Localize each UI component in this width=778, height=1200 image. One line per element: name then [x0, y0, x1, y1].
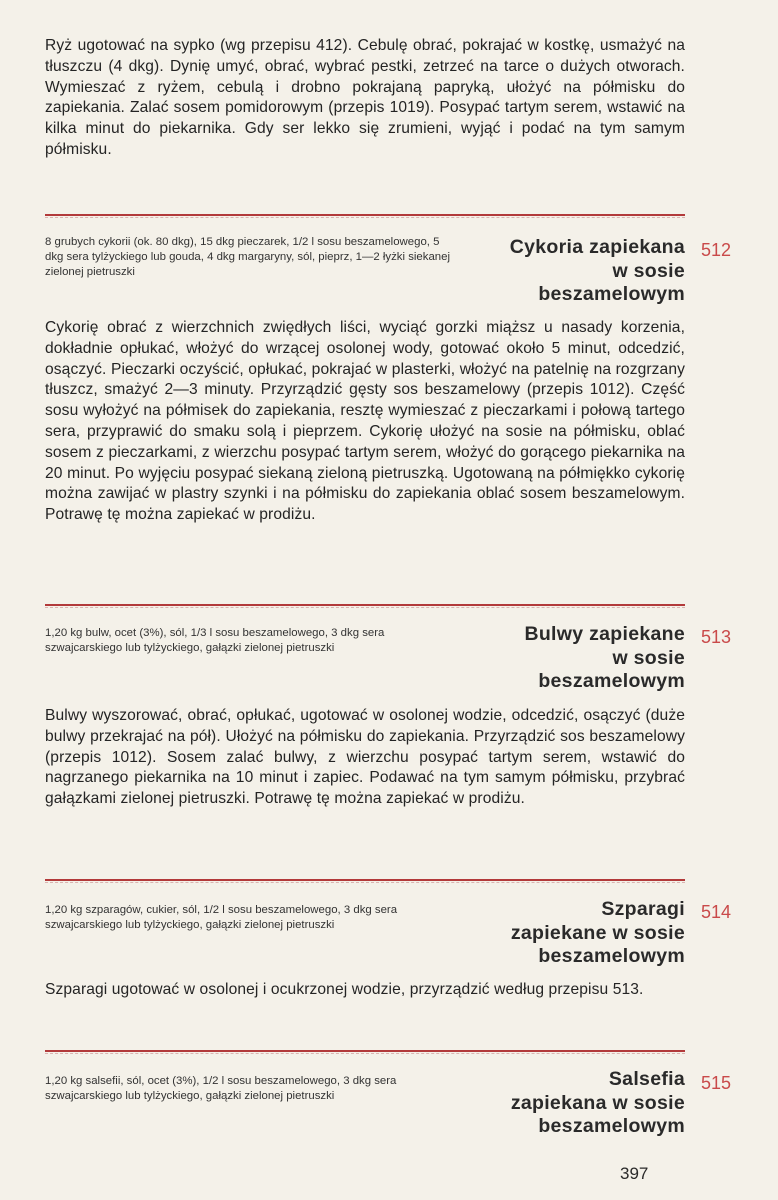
title-line: Bulwy zapiekane	[524, 623, 685, 645]
ingredients-514: 1,20 kg szparagów, cukier, sól, 1/2 l sosu beszamelowego, 3 dkg sera szwajcarskiego lub tylżyckiego, gałązki zielonej pietruszki	[45, 904, 398, 931]
recipe-title-515	[440, 1068, 685, 1139]
recipe-title-512	[440, 236, 685, 307]
title-line: Szparagi	[601, 898, 685, 920]
intro-paragraph: Ryż ugotować na sypko (wg przepisu 412). Cebulę obrać, pokrajać w kostkę, usmażyć na tłuszczu (4 dkg). Dynię umyć, obrać, wybrać pestki, zetrzeć na tarce o dużych otworach. Wymieszać z ryżem, cebulą i drobno pokrajaną papryką, ułożyć na półmisku do zapiekania. Zalać sosem pomidorowym (przepis 1019). Posypać tartym serem, wstawić na kilka minut do piekarnika. Gdy ser lekko się zrumieni, wyjąć i podać na tym samym półmisku.	[45, 37, 685, 158]
recipe-text-512: Cykorię obrać z wierzchnich zwiędłych liści, wyciąć gorzki miąższ u nasady korzenia, dokładnie opłukać, włożyć do wrzącej osolonej wody, gotować około 5 minut, odcedzić, osączyć. Pieczarki oczyścić, opłukać, pokrajać w plasterki, włożyć na patelnię na rozgrzany tłuszcz, smażyć 2—3 minuty. Przyrządzić gęsty sos beszamelowy (przepis 1012). Część sosu wyłożyć na półmisek do zapiekania, resztę wymieszać z pieczarkami i połową tartego sera, przyprawić do smaku solą i pieprzem. Cykorię ułożyć na sosie na półmisku, oblać sosem z pieczarkami, z wierzchu posypać tartym serem, włożyć do gorącego piekarnika na 20 minut. Po wyjęciu posypać siekaną zieloną pietruszką. Ugotowaną na półmiękko cykorię można zawijać w plastry szynki i na półmisku do zapiekania oblać sosem beszamelowym. Potrawę tę można zapiekać w prodiżu.	[45, 319, 685, 524]
recipe-number-514: 514	[701, 902, 732, 922]
section-divider	[45, 604, 685, 606]
title-line: zapiekane w sosie	[510, 921, 685, 944]
recipe-text-514: Szparagi ugotować w osolonej i ocukrzonej wodzie, przyrządzić według przepisu 513.	[45, 981, 644, 998]
section-divider	[45, 1050, 685, 1052]
recipe-number-512: 512	[701, 240, 732, 260]
title-line: beszamelowym	[538, 945, 685, 967]
title-line: Cykoria zapiekana	[509, 236, 685, 258]
ingredients-513: 1,20 kg bulw, ocet (3%), sól, 1/3 l sosu beszamelowego, 3 dkg sera szwajcarskiego lub tylżyckiego, gałązki zielonej pietruszki	[45, 627, 385, 654]
title-line: beszamelowym	[538, 283, 685, 305]
title-line: w sosie	[612, 646, 685, 669]
ingredients-515: 1,20 kg salsefii, sól, ocet (3%), 1/2 l sosu beszamelowego, 3 dkg sera szwajcarskiego lub tylżyckiego, gałązki zielonej pietruszki	[45, 1075, 397, 1102]
page-number: 397	[620, 1164, 649, 1183]
title-line: beszamelowym	[538, 1115, 685, 1137]
title-line: beszamelowym	[538, 670, 685, 692]
title-line: w sosie	[612, 259, 685, 282]
recipe-number-513: 513	[701, 627, 732, 647]
title-line: Salsefia	[608, 1068, 685, 1090]
recipe-number-515: 515	[701, 1073, 732, 1093]
recipe-text-513: Bulwy wyszorować, obrać, opłukać, ugotować w osolonej wodzie, odcedzić, osączyć (duże bulwy przekrajać na pół). Ułożyć na półmisku do zapiekania. Przyrządzić sos beszamelowy (przepis 1012). Sosem zalać bulwy, z wierzchu posypać tartym serem, wstawić do nagrzanego piekarnika na 10 minut i zapiec. Podawać na tym samym półmisku, przybrać gałązkami zielonej pietruszki. Potrawę tę można zapiekać w prodiżu.	[45, 707, 685, 808]
title-line: zapiekana w sosie	[510, 1091, 685, 1114]
section-divider	[45, 879, 685, 881]
section-divider	[45, 214, 685, 216]
recipe-title-514	[440, 898, 685, 969]
ingredients-512: 8 grubych cykorii (ok. 80 dkg), 15 dkg pieczarek, 1/2 l sosu beszamelowego, 5 dkg sera tylżyckiego lub gouda, 4 dkg margaryny, sól, pieprz, 1—2 łyżki siekanej zielonej pietruszki	[45, 236, 450, 278]
recipe-title-513	[440, 623, 685, 694]
